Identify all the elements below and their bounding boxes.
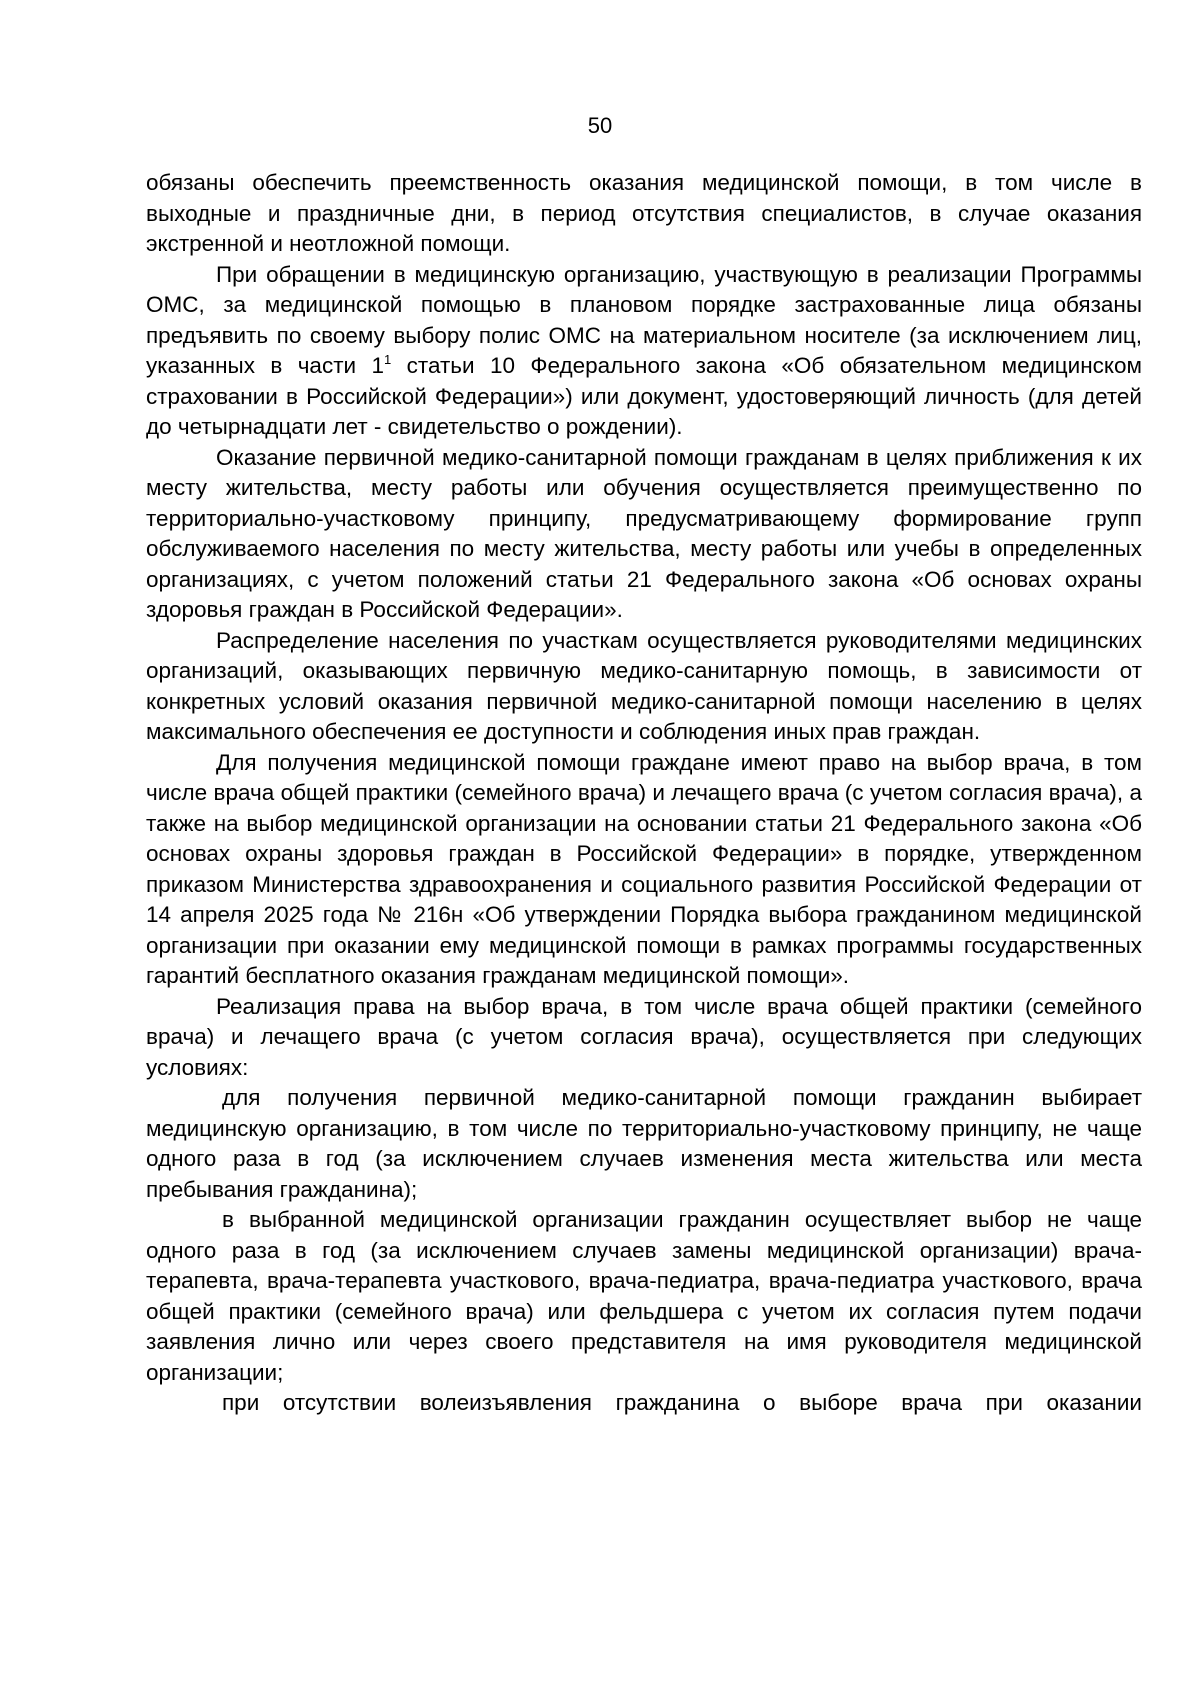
- paragraph-primary-care: Оказание первичной медико-санитарной помощи гражданам в целях приближения к их месту жительства, месту работы или обучения осуществляется преимущественно по территориально-участковому принципу, предусматривающему формирование групп обслуживаемого населения по месту жительства, месту работы или учебы в определенных организациях, с учетом положений статьи 21 Федерального закона «Об основах охраны здоровья граждан в Российской Федерации».: [146, 444, 1142, 622]
- paragraph-population-distribution: Распределение населения по участкам осуществляется руководителями медицинских организаций, оказывающих первичную медико-санитарную помощь, в зависимости от конкретных условий оказания первичной медико-санитарной помощи населению в целях максимального обеспечения ее доступности и соблюдения иных прав граждан.: [146, 627, 1142, 744]
- paragraph-text: При обращении в медицинскую организацию, участвующую в реализации Программы ОМС, за медицинской помощью в плановом порядке застрахованные лица обязаны предъявить по своему выбору полис ОМС на материальном носителе (за исключением лиц, указанных в части 1: [146, 261, 1142, 378]
- paragraph-choice-conditions: Реализация права на выбор врача, в том числе врача общей практики (семейного врача) и лечащего врача (с учетом согласия врача), осуществляется при следующих условиях:: [146, 993, 1142, 1080]
- list-item-doctor-selection: в выбранной медицинской организации гражданин осуществляет выбор не чаще одного раза в год (за исключением случаев замены медицинской организации) врача-терапевта, врача-терапевта участкового, врача-педиатра, врача-педиатра участкового, врача общей практики (семейного врача) или фельдшера с учетом их согласия путем подачи заявления лично или через своего представителя на имя руководителя медицинской организации;: [146, 1207, 1142, 1385]
- paragraph-continuation: обязаны обеспечить преемственность оказания медицинской помощи, в том числе в выходные и праздничные дни, в период отсутствия специалистов, в случае оказания экстренной и неотложной помощи.: [146, 170, 1142, 256]
- document-body: [146, 168, 1142, 1419]
- list-item-organization-choice: для получения первичной медико-санитарной помощи гражданин выбирает медицинскую организацию, в том числе по территориально-участковому принципу, не чаще одного раза в год (за исключением случаев изменения места жительства или места пребывания гражданина);: [146, 1085, 1142, 1202]
- list-item-no-preference: при отсутствии волеизъявления гражданина о выборе врача при оказании: [222, 1390, 1142, 1415]
- superscript-footnote: 1: [384, 352, 392, 367]
- paragraph-policy-presentation: [146, 260, 1142, 443]
- page-number: 50: [587, 113, 613, 138]
- paragraph-text: статьи 10 Федерального закона «Об обязательном медицинском страховании в Российской Федерации») или документ, удостоверяющий личность (для детей до четырнадцати лет - свидетельство о рождении).: [146, 353, 1142, 439]
- paragraph-doctor-choice: Для получения медицинской помощи граждане имеют право на выбор врача, в том числе врача общей практики (семейного врача) и лечащего врача (с учетом согласия врача), а также на выбор медицинской организации на основании статьи 21 Федерального закона «Об основах охраны здоровья граждан в Российской Федерации» в порядке, утвержденном приказом Министерства здравоохранения и социального развития Российской Федерации от 14 апреля 2025 года № 216н «Об утверждении Порядка выбора гражданином медицинской организации при оказании ему медицинской помощи в рамках программы государственных гарантий бесплатного оказания гражданам медицинской помощи».: [146, 749, 1142, 988]
